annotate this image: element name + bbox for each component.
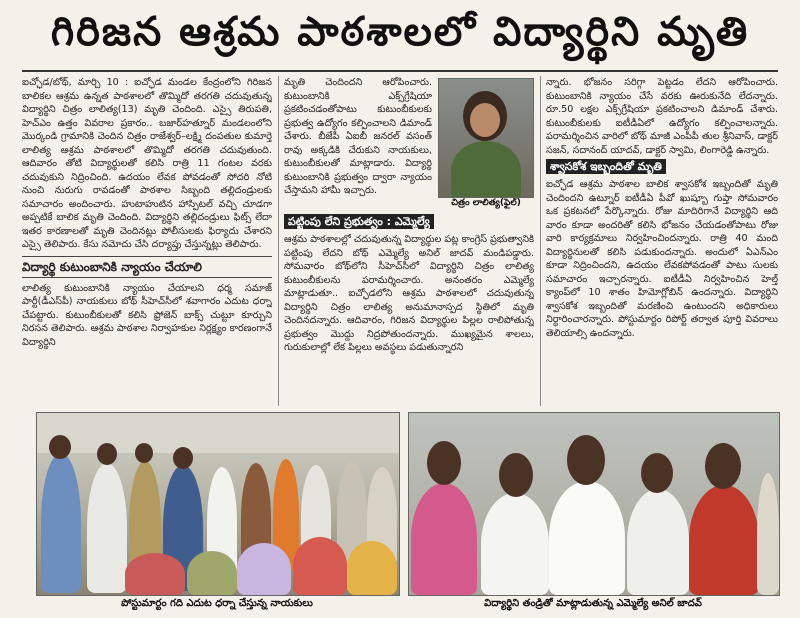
protest-person — [41, 453, 81, 593]
seated-person — [187, 551, 237, 595]
col3-paragraph-2: ఐచ్ఛోడ ఆశ్రమ పాఠశాల బాలిక శ్వాసకోశ ఇబ్బందితో మృతి చెందిందని ఉట్నూర్ ఐటీడీఏ పీవో ఖుష్బూ గుప్తా సోమవారం ఒక ప్రకటనలో పేర్కొన్నారు. రోజు మాదిరిగానే విద్యార్థిని ఆది వారం కూడా అందరితో కలిసి భోజనం చేయడంతోపాటు రోజు వారి కార్యక్రమాలు నిర్వహించిందన్నారు. రాత్రి 40 మంది విద్యార్థినులతో కలిసి పడుకుందన్నారు. అందులో ఏఎన్‌ఎం కూడా నిద్రించిందని, ఉదయం లేవకపోవడంతో పాటు సులకు సమాచారం ఇచ్చారన్నారు. ఐటీడీఏ నిర్వహించిన హెల్త్ క్యాంప్‌లో 10 శాతం హిమోగ్లోబిన్ ఉందన్నారు. విద్యార్థిని శ్వాసకోశ ఇబ్బందితో మరణించి ఉంటుందని అధికారులు నిర్ధారించారన్నారు. పోస్టుమార్టం రిపోర్ట్ తర్వాత పూర్తి వివరాలు తెలియాల్సి ఉందన్నారు. — [546, 179, 778, 339]
mla-photo-person-head — [427, 441, 461, 485]
protest-photo — [36, 412, 400, 596]
mla-photo-person — [481, 493, 549, 595]
mla-photo-person-head — [567, 435, 605, 485]
col1-paragraph-1: ఐచ్ఛోడ/బోథ్, మార్చి 10 : ఐచ్ఛోడ మండల కేంద్రంలోని గిరిజన బాలికల ఆశ్రమ ఉన్నత పాఠశాలలో తొమ్మిదో తరగతి చదువుతున్న విద్యార్థిని చిత్రం లాలిత్య(13) మృతి చెందింది. ఎస్సై తిరుపతి, హెచ్‌ఎం ఉత్తం వివరాల ప్రకారం.. బజార్‌హత్నూర్ మండలంలోని మొర్కండి గ్రామానికి చెందిన చిత్రం రాజేశ్వర్–లక్ష్మి దంపతుల కుమార్తె లాలిత్య ఆశ్రమ పాఠశాలలో తొమ్మిదో తరగతి చదువుతుంది. ఆదివారం తోటి విద్యార్థులతో కలిసి రాత్రి 11 గంటల వరకు చదువుకుని నిద్రించింది. ఉదయం లేవక పోవడంతో సోదరి నోటి నుంచి నురుగు రావడంతో పాఠశాల సిబ్బంది తల్లిదండ్రులకు సమాచారం అందించారు. హుటాహుటిన హాస్పిటల్ వచ్చి చూడగా అప్పటికే బాలిక మృతి చెందింది. విద్యార్థిని తల్లిదండ్రులు ఫిట్స్ లేదా ఇతర కారణాలతో మృతి చెందినట్లు పోలీసులకు ఫిర్యాదు చేశారని ఎస్సై తెలిపారు. కేసు నమోదు చేసి దర్యాప్తు చేస్తున్నట్లు తెలిపారు. — [22, 77, 272, 250]
seated-person — [347, 541, 397, 595]
mla-photo-person-head — [499, 453, 533, 497]
column-divider-2 — [540, 76, 541, 406]
headline-rule — [22, 70, 778, 72]
mla-photo-person — [549, 481, 625, 595]
protest-person-head — [173, 447, 193, 469]
col1-subheading: విద్యార్థి కుటుంబానికి న్యాయం చేయాలి — [22, 256, 272, 278]
protest-photo-wall — [37, 413, 399, 453]
mla-photo-person — [627, 489, 689, 595]
protest-photo-caption: పోస్టుమార్టం గది ఎదుట ధర్నా చేస్తున్న నాయకులు — [121, 598, 313, 609]
mla-photo-caption: విద్యార్థిని తండ్రితో మాట్లాడుతున్న ఎమ్మెల్యే అనిల్ జాదవ్ — [484, 598, 702, 609]
mla-photo-person-head — [641, 453, 673, 493]
column-2-bottom — [284, 212, 534, 408]
mla-photo — [408, 412, 780, 596]
mla-photo-person — [757, 473, 779, 595]
column-divider-1 — [278, 76, 279, 406]
col2-paragraph-1: మృతి చెందిందని ఆరోపించారు. కుటుంబానికి ఎక్స్‌గ్రేషియా ప్రకటించడంతోపాటు కుటుంబీకులకు ప్రభుత్వ ఉద్యోగం కల్పించాలని డిమాండ్ చేశారు. బీజేపీ ఏఐబీ జనరల్ వసంత్ రావు అక్కడికి చేరుకుని నాయకులు, కుటుంబీకులతో మాట్లాడారు. విద్యార్థి కుటుంబానికి ప్రభుత్వం ద్వారా న్యాయం చేస్తామని హామీ ఇచ్చారు. — [284, 77, 432, 196]
col1-paragraph-2: లాలిత్య కుటుంబానికి న్యాయం చేయాలని ధర్మ సమాజ్ పార్టీ(డీఎస్‌పీ) నాయకులు బోథ్ సీహెచ్‌సీలో శవాగారం ఎదుట ధర్నా చేపట్టారు. కుటుంబీకులతో కలిసి ఫ్రోజెన్ బాక్స్ చుట్టూ కూర్చుని నిరసన తెలిపారు. ఆశ్రమ పాఠశాల నిర్వాహకుల నిర్లక్ష్యం కారణంగానే విద్యార్థిని — [22, 282, 272, 348]
photo-body — [451, 141, 521, 198]
headline: గిరిజన ఆశ్రమ పాఠశాలలో విద్యార్థిని మృతి — [50, 9, 750, 55]
mla-photo-person — [411, 483, 477, 595]
col3-paragraph-1: న్నారు. భోజనం సరిగ్గా పెట్టడం లేదని ఆరోపించారు. కుటుంబానికి న్యాయం చేసే వరకు ఊరుకునేది లేదన్నారు. రూ.50 లక్షల ఎక్స్‌గ్రేషియా ప్రకటించాలని డిమాండ్ చేశారు. కుటుంబీకులకు ఐటీడీఏలో ఉద్యోగం కల్పించాలన్నారు. పరామర్శించిన వారిలో బోథ్ మాజీ ఎంపీపీ తుల శ్రీనివాస్, డాక్టర్ సజన్, సదానంద్ యాదవ్, డాక్టర్ స్వామి, లింగారెడ్డి ఉన్నారు. — [546, 77, 778, 156]
student-photo-caption: చిత్రం లాలిత్య(ఫైల్) — [451, 198, 521, 208]
protest-person-head — [135, 443, 153, 463]
col2-subheading: పట్టింపు లేని ప్రభుత్వం : ఎమ్మెల్యే — [284, 215, 534, 229]
protest-person-head — [49, 435, 71, 459]
seated-person — [293, 537, 347, 595]
seated-person — [125, 553, 185, 595]
photo-face-skin — [470, 103, 500, 137]
col3-subheading: శ్వాసకోశ ఇబ్బందితో మృతి — [546, 160, 778, 174]
mla-photo-person-head — [705, 443, 741, 489]
mla-photo-person — [689, 485, 759, 595]
column-3 — [546, 76, 778, 406]
column-2-top — [284, 76, 432, 206]
column-1 — [22, 76, 272, 406]
protest-person — [87, 463, 127, 593]
seated-person — [237, 543, 291, 595]
student-photo — [438, 78, 534, 198]
col2-paragraph-2: ఆశ్రమ పాఠశాలల్లో చదువుతున్న విద్యార్థుల పట్ల కాంగ్రెస్ ప్రభుత్వానికి పట్టింపు లేదని బోథ్ ఎమ్మెల్యే అనిల్ జాదవ్ మండిపడ్డారు. సోమవారం బోథ్‌లోని సీహెచ్‌సీలో విద్యార్థిని చిత్రం లాలిత్య కుటుంబీకులను పరామర్శించారు. అనంతరం ఎమ్మెల్యే మాట్లాడుతూ.. ఐచ్ఛోడలోని ఆశ్రమ పాఠశాలలో చదువుతున్న విద్యార్థిని చిత్రం లాలిత్య అనుమానాస్పద స్థితిలో మృతి చెందినదన్నారు. ఆదివారం, గిరిజన విద్యార్థుల పిల్లల రాలిపోతున్న ప్రభుత్వం మొద్దు నిద్రపోతుందన్నారు. ముఖ్యమైన శాలలు, గురుకులాల్లో లేక పిల్లలు అవస్థలు పడుతున్నారని — [284, 234, 534, 353]
protest-person-head — [97, 443, 117, 465]
